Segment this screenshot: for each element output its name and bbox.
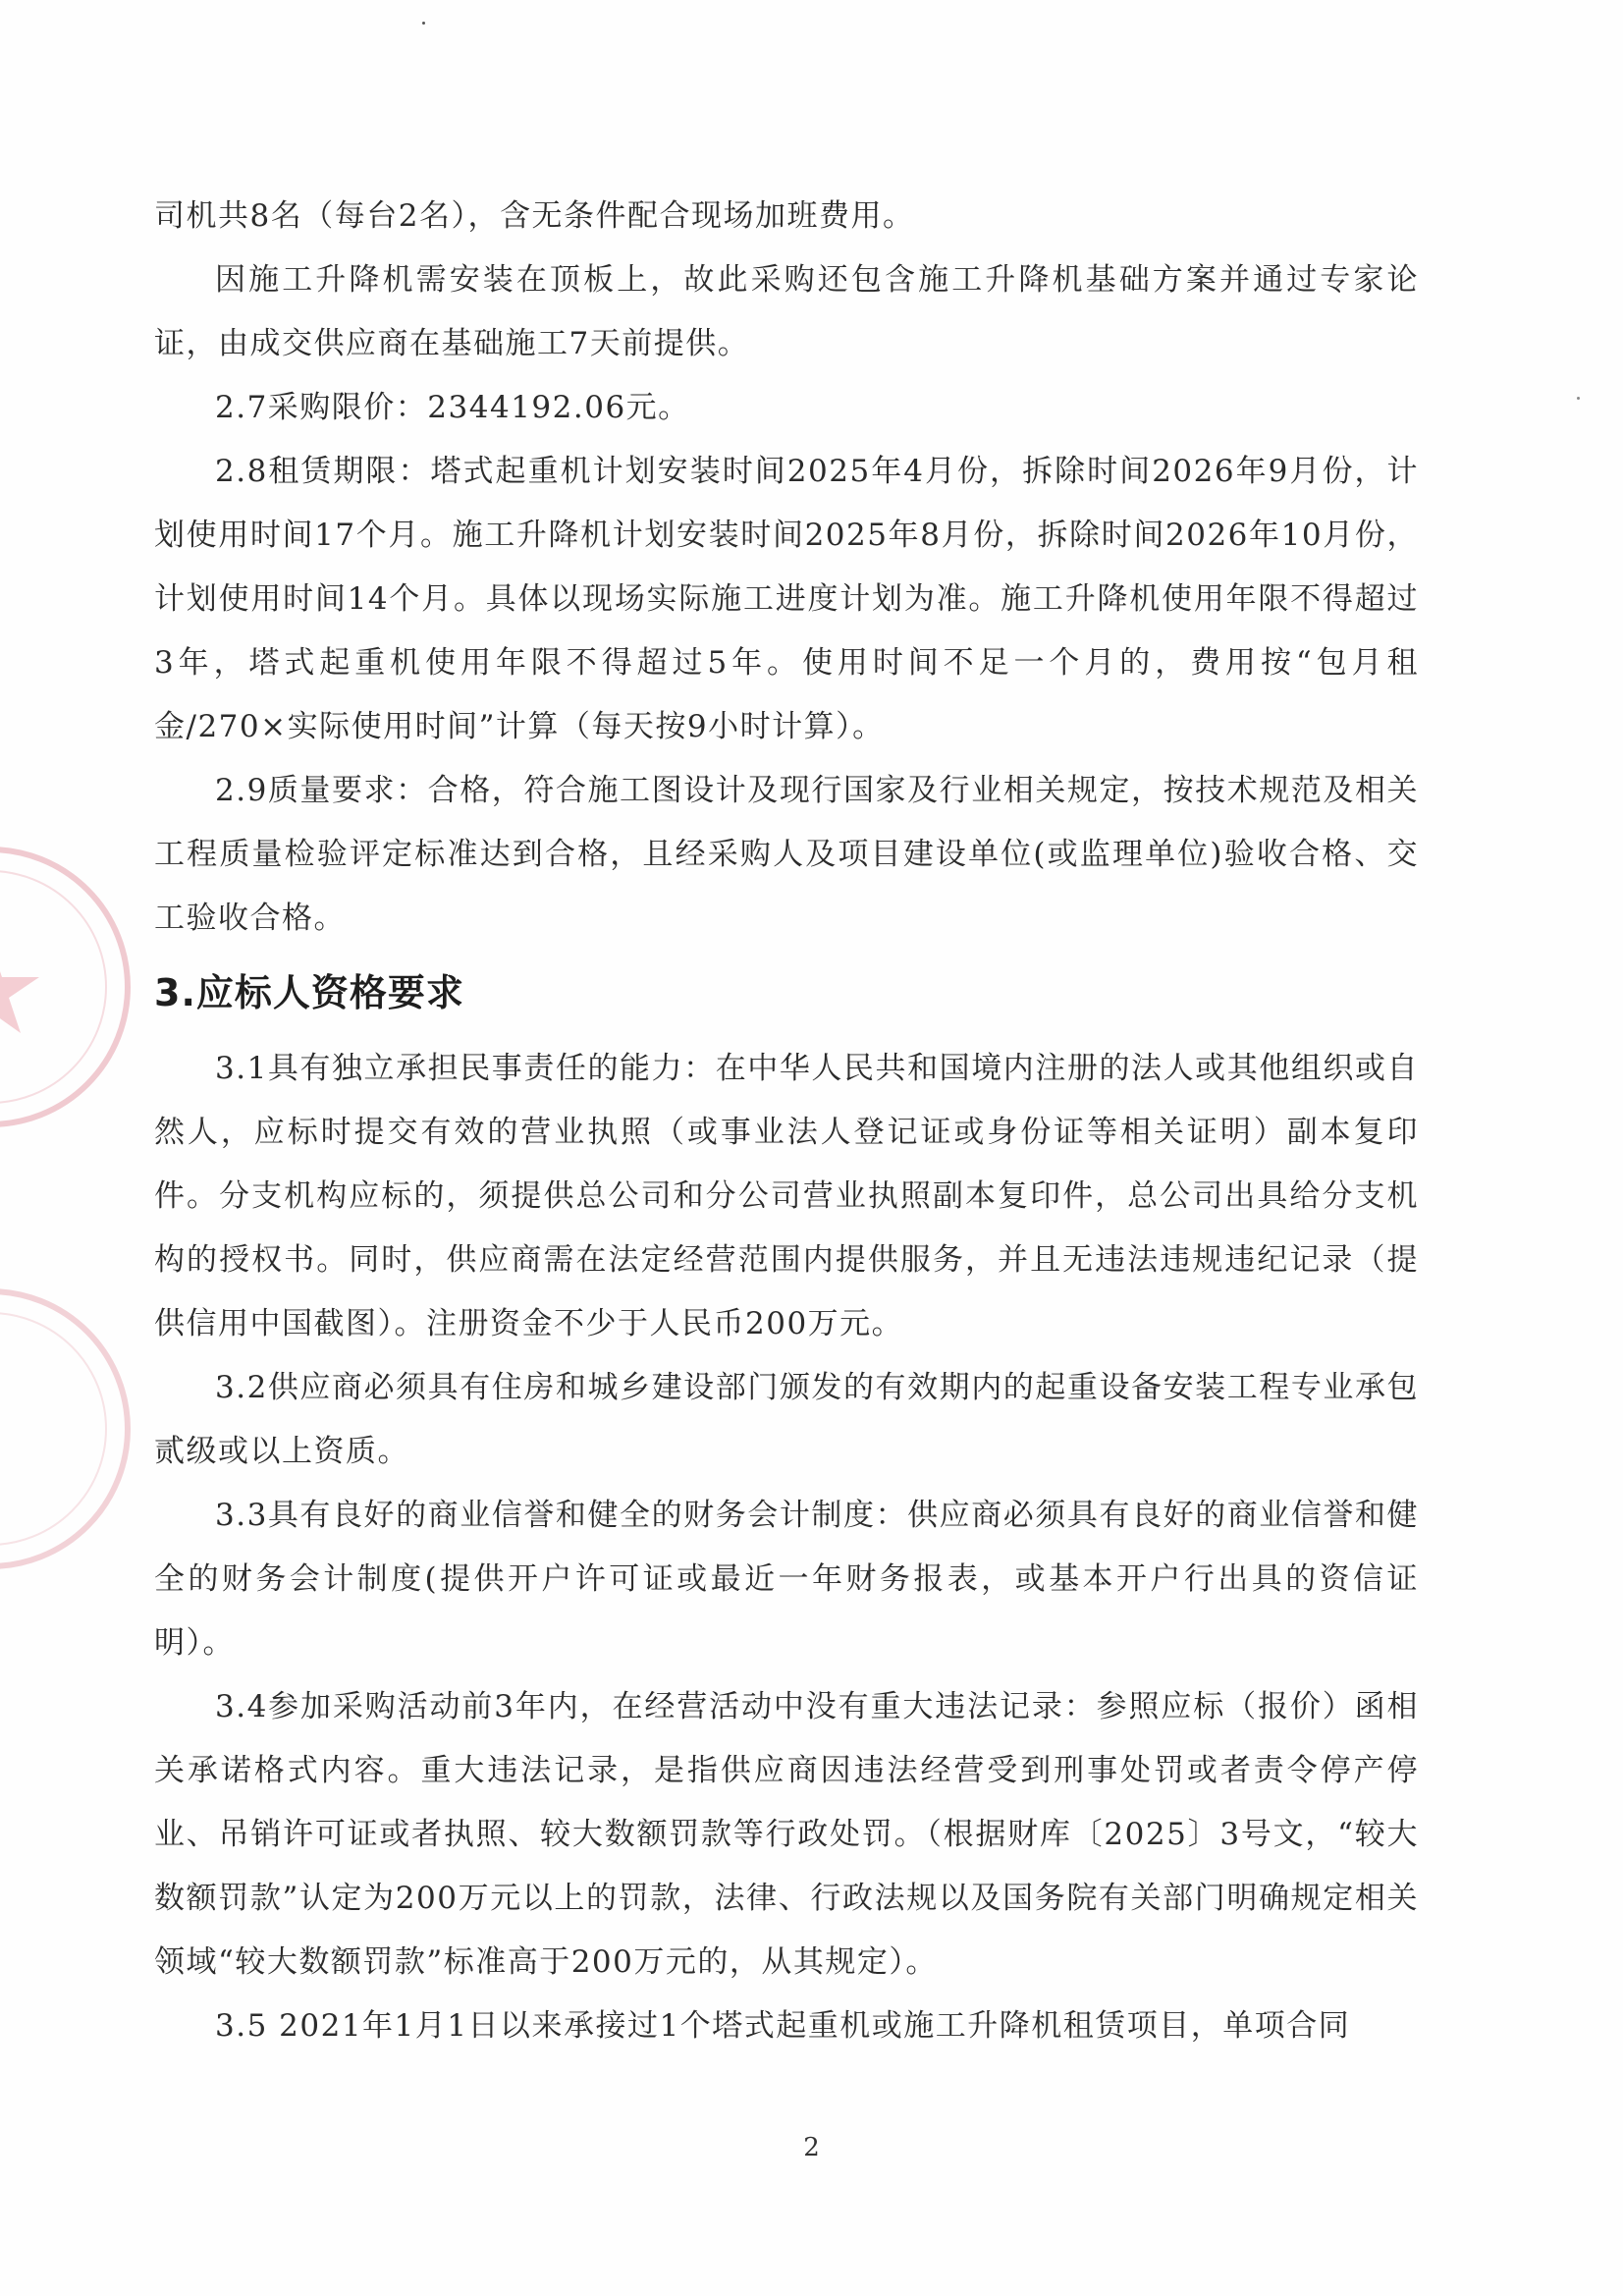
paragraph-qualification-3-5: 3.5 2021年1月1日以来承接过1个塔式起重机或施工升降机租赁项目，单项合同 bbox=[215, 2008, 1351, 2044]
paragraph-elevator-foundation: 因施工升降机需安装在顶板上，故此采购还包含施工升降机基础方案并通过专家论证，由成交供应商在基础施工7天前提供。 bbox=[154, 262, 1419, 361]
seal-stamp-partial-icon bbox=[0, 1267, 167, 1591]
paragraph-quality: 2.9质量要求：合格，符合施工图设计及现行国家及行业相关规定，按技术规范及相关工程质量检验评定标准达到合格，且经采购人及项目建设单位(或监理单位)验收合格、交工验收合格。 bbox=[154, 773, 1419, 936]
paragraph-price-limit: 2.7采购限价：2344192.06元。 bbox=[215, 390, 690, 425]
scan-speck bbox=[422, 22, 425, 25]
seal-stamp-icon bbox=[0, 825, 167, 1149]
paragraph-qualification-3-2: 3.2供应商必须具有住房和城乡建设部门颁发的有效期内的起重设备安装工程专业承包贰级或以上资质。 bbox=[154, 1370, 1419, 1469]
paragraph-qualification-3-1: 3.1具有独立承担民事责任的能力：在中华人民共和国境内注册的法人或其他组织或自然人，应标时提交有效的营业执照（或事业法人登记证或身份证等相关证明）副本复印件。分支机构应标的，须提供总公司和分公司营业执照副本复印件，总公司出具给分支机构的授权书。同时，供应商需在法定经营范围内提供服务，并且无违法违规违纪记录（提供信用中国截图）。注册资金不少于人民币200万元。 bbox=[154, 1051, 1419, 1341]
page-number: 2 bbox=[803, 2133, 820, 2162]
paragraph-qualification-3-3: 3.3具有良好的商业信誉和健全的财务会计制度：供应商必须具有良好的商业信誉和健全的财务会计制度(提供开户许可证或最近一年财务报表，或基本开户行出具的资信证明）。 bbox=[154, 1498, 1419, 1661]
paragraph-drivers: 司机共8名（每台2名），含无条件配合现场加班费用。 bbox=[154, 198, 915, 234]
section-heading-qualifications: 3.应标人资格要求 bbox=[154, 971, 464, 1014]
paragraph-lease-period: 2.8租赁期限：塔式起重机计划安装时间2025年4月份，拆除时间2026年9月份，计划使用时间17个月。施工升降机计划安装时间2025年8月份，拆除时间2026年10月份，计划使用时间14个月。具体以现场实际施工进度计划为准。施工升降机使用年限不得超过3年，塔式起重机使用年限不得超过5年。使用时间不足一个月的，费用按“包月租金/270×实际使用时间”计算（每天按9小时计算）。 bbox=[154, 454, 1419, 744]
document-body bbox=[154, 185, 1419, 2058]
scan-speck bbox=[1577, 397, 1580, 400]
paragraph-qualification-3-4: 3.4参加采购活动前3年内，在经营活动中没有重大违法记录：参照应标（报价）函相关承诺格式内容。重大违法记录，是指供应商因违法经营受到刑事处罚或者责令停产停业、吊销许可证或者执照、较大数额罚款等行政处罚。（根据财库〔2025〕3号文，“较大数额罚款”认定为200万元以上的罚款，法律、行政法规以及国务院有关部门明确规定相关领域“较大数额罚款”标准高于200万元的，从其规定）。 bbox=[154, 1689, 1419, 1980]
